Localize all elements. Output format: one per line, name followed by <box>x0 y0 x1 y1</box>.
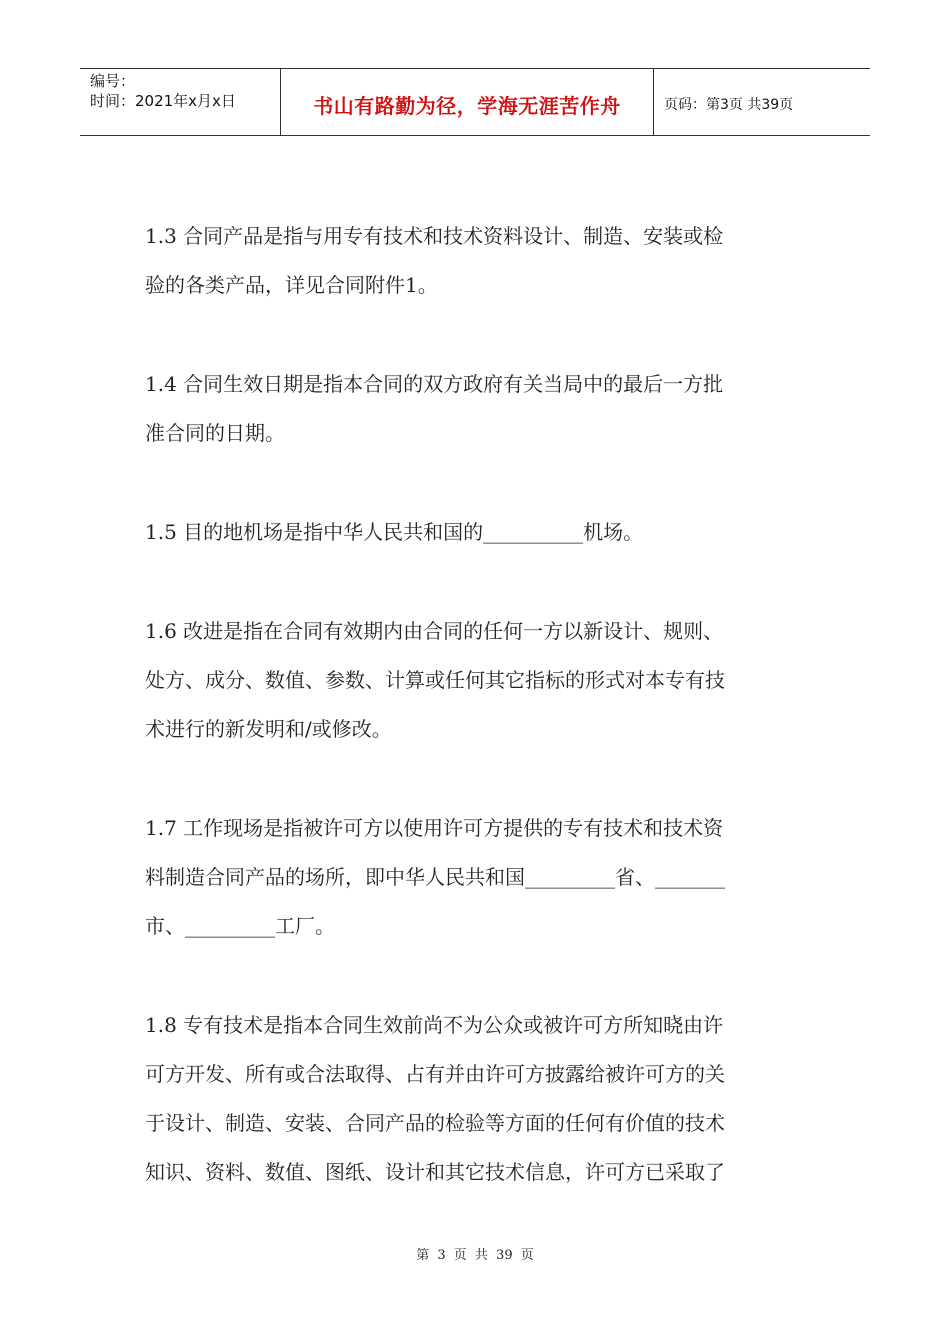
clause-line: 验的各类产品，详见合同附件1。 <box>145 273 438 297</box>
clause-line: 可方开发、所有或合法取得、占有并由许可方披露给被许可方的关 <box>145 1062 725 1086</box>
clause-line: 1.3 合同产品是指与用专有技术和技术资料设计、制造、安装或检 <box>145 224 724 248</box>
clause-line: 料制造合同产品的场所，即中华人民共和国_________省、_______ <box>145 865 725 889</box>
clause-line: 1.5 目的地机场是指中华人民共和国的__________机场。 <box>145 520 644 544</box>
clause-line: 市、_________工厂。 <box>145 914 335 938</box>
clause-1-5 <box>145 508 825 557</box>
clause-1-8 <box>145 1001 825 1197</box>
document-number-label: 编号： <box>90 72 136 90</box>
clause-line: 处方、成分、数值、参数、计算或任何其它指标的形式对本专有技 <box>145 668 725 692</box>
header-meta <box>80 69 281 135</box>
clause-line: 于设计、制造、安装、合同产品的检验等方面的任何有价值的技术 <box>145 1111 725 1135</box>
clause-line: 准合同的日期。 <box>145 421 285 445</box>
page-footer: 第 3 页 共 39 页 <box>416 1248 534 1263</box>
clause-line: 1.7 工作现场是指被许可方以使用许可方提供的专有技术和技术资 <box>145 816 724 840</box>
clause-line: 知识、资料、数值、图纸、设计和其它技术信息，许可方已采取了 <box>145 1160 725 1184</box>
clause-1-3 <box>145 212 825 310</box>
header-motto: 书山有路勤为径，学海无涯苦作舟 <box>281 69 654 135</box>
clause-line: 1.6 改进是指在合同有效期内由合同的任何一方以新设计、规则、 <box>145 619 724 643</box>
document-body <box>145 212 825 1247</box>
document-date: 时间：2021年x月x日 <box>90 92 236 110</box>
clause-line: 1.4 合同生效日期是指本合同的双方政府有关当局中的最后一方批 <box>145 372 724 396</box>
clause-line: 术进行的新发明和/或修改。 <box>145 717 392 741</box>
clause-line: 1.8 专有技术是指本合同生效前尚不为公众或被许可方所知晓由许 <box>145 1013 724 1037</box>
clause-1-4 <box>145 360 825 458</box>
clause-1-6 <box>145 607 825 754</box>
header-page-info: 页码：第3页 共39页 <box>664 97 794 113</box>
clause-1-7 <box>145 804 825 951</box>
page-header <box>80 68 870 136</box>
